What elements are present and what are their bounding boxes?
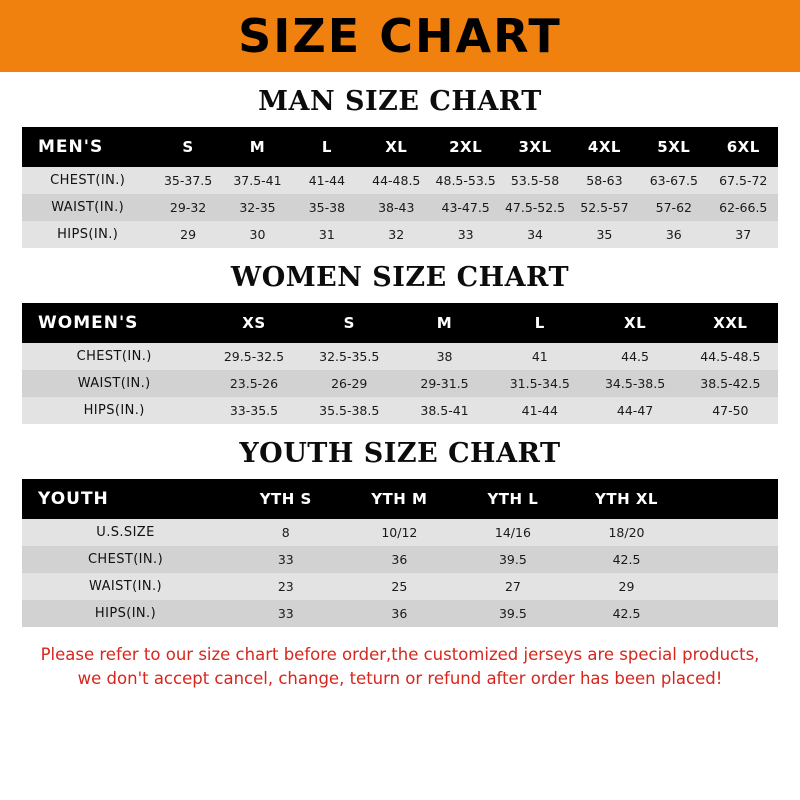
cell-spacer [683, 546, 778, 573]
table-row [22, 370, 778, 397]
table-header-row [22, 479, 778, 519]
cell: 42.5 [570, 600, 684, 627]
row-label-waist: WAIST(IN.) [22, 573, 229, 600]
cell: 53.5-58 [500, 167, 569, 194]
row-label-chest: CHEST(IN.) [22, 343, 206, 370]
cell: 36 [343, 600, 457, 627]
cell: 23.5-26 [206, 370, 301, 397]
col-header-m: M [223, 127, 292, 167]
table-row [22, 600, 778, 627]
col-header-spacer [683, 479, 778, 519]
cell: 44.5-48.5 [683, 343, 778, 370]
cell: 44-47 [587, 397, 682, 424]
cell: 32 [362, 221, 431, 248]
footer-note-line-2: we don't accept cancel, change, teturn or refund after order has been placed! [77, 668, 723, 688]
cell: 36 [639, 221, 708, 248]
cell: 23 [229, 573, 343, 600]
cell: 38.5-41 [397, 397, 492, 424]
table-row [22, 397, 778, 424]
col-header-5xl: 5XL [639, 127, 708, 167]
cell: 32.5-35.5 [302, 343, 397, 370]
cell: 63-67.5 [639, 167, 708, 194]
table-head-women [22, 303, 778, 343]
cell: 38-43 [362, 194, 431, 221]
cell: 38 [397, 343, 492, 370]
col-header-xs: XS [206, 303, 301, 343]
col-header-xxl: XXL [683, 303, 778, 343]
table-row [22, 343, 778, 370]
cell: 33-35.5 [206, 397, 301, 424]
cell: 43-47.5 [431, 194, 500, 221]
cell: 41-44 [492, 397, 587, 424]
row-label-chest: CHEST(IN.) [22, 167, 153, 194]
table-row [22, 194, 778, 221]
cell: 35-37.5 [153, 167, 222, 194]
cell: 29-32 [153, 194, 222, 221]
col-header-s: S [302, 303, 397, 343]
cell: 33 [431, 221, 500, 248]
section-man-size-chart [0, 86, 800, 248]
cell: 29-31.5 [397, 370, 492, 397]
col-header-xl: XL [587, 303, 682, 343]
cell: 44.5 [587, 343, 682, 370]
cell: 25 [343, 573, 457, 600]
section-women-size-chart [0, 262, 800, 424]
col-header-mens: MEN'S [22, 127, 153, 167]
col-header-yth-m: YTH M [343, 479, 457, 519]
table-youth-size [22, 479, 778, 627]
page-title: SIZE CHART [238, 9, 562, 63]
col-header-m: M [397, 303, 492, 343]
table-body-women [22, 343, 778, 424]
cell: 29.5-32.5 [206, 343, 301, 370]
cell: 58-63 [570, 167, 639, 194]
table-row [22, 546, 778, 573]
cell: 35 [570, 221, 639, 248]
cell: 29 [570, 573, 684, 600]
section-youth-size-chart [0, 438, 800, 627]
cell: 18/20 [570, 519, 684, 546]
cell: 10/12 [343, 519, 457, 546]
row-label-hips: HIPS(IN.) [22, 600, 229, 627]
cell-spacer [683, 573, 778, 600]
col-header-l: L [492, 303, 587, 343]
col-header-yth-xl: YTH XL [570, 479, 684, 519]
col-header-yth-s: YTH S [229, 479, 343, 519]
section-title-man: MAN SIZE CHART [258, 86, 542, 117]
cell: 47.5-52.5 [500, 194, 569, 221]
cell: 33 [229, 600, 343, 627]
cell: 33 [229, 546, 343, 573]
table-row [22, 167, 778, 194]
footer-note-line-1: Please refer to our size chart before order,the customized jerseys are special products, [40, 645, 760, 664]
cell: 36 [343, 546, 457, 573]
cell: 29 [153, 221, 222, 248]
cell: 38.5-42.5 [683, 370, 778, 397]
col-header-s: S [153, 127, 222, 167]
cell: 27 [456, 573, 570, 600]
cell: 34 [500, 221, 569, 248]
table-body-man [22, 167, 778, 248]
row-label-us-size: U.S.SIZE [22, 519, 229, 546]
table-row [22, 221, 778, 248]
cell: 37 [709, 221, 778, 248]
cell-spacer [683, 519, 778, 546]
cell: 8 [229, 519, 343, 546]
table-body-youth [22, 519, 778, 627]
cell: 52.5-57 [570, 194, 639, 221]
table-header-row [22, 127, 778, 167]
cell: 41 [492, 343, 587, 370]
cell: 26-29 [302, 370, 397, 397]
table-row [22, 573, 778, 600]
table-women-size [22, 303, 778, 424]
table-head-youth [22, 479, 778, 519]
row-label-waist: WAIST(IN.) [22, 370, 206, 397]
col-header-xl: XL [362, 127, 431, 167]
cell: 67.5-72 [709, 167, 778, 194]
col-header-2xl: 2XL [431, 127, 500, 167]
table-head-man [22, 127, 778, 167]
cell: 39.5 [456, 600, 570, 627]
cell: 32-35 [223, 194, 292, 221]
cell: 37.5-41 [223, 167, 292, 194]
col-header-6xl: 6XL [709, 127, 778, 167]
cell: 31 [292, 221, 361, 248]
section-title-women: WOMEN SIZE CHART [230, 262, 570, 293]
cell: 42.5 [570, 546, 684, 573]
cell: 35.5-38.5 [302, 397, 397, 424]
cell: 47-50 [683, 397, 778, 424]
cell: 62-66.5 [709, 194, 778, 221]
row-label-chest: CHEST(IN.) [22, 546, 229, 573]
cell: 14/16 [456, 519, 570, 546]
cell-spacer [683, 600, 778, 627]
col-header-l: L [292, 127, 361, 167]
cell: 41-44 [292, 167, 361, 194]
col-header-youth: YOUTH [22, 479, 229, 519]
row-label-hips: HIPS(IN.) [22, 221, 153, 248]
col-header-4xl: 4XL [570, 127, 639, 167]
cell: 34.5-38.5 [587, 370, 682, 397]
cell: 31.5-34.5 [492, 370, 587, 397]
row-label-waist: WAIST(IN.) [22, 194, 153, 221]
cell: 44-48.5 [362, 167, 431, 194]
table-header-row [22, 303, 778, 343]
section-title-youth: YOUTH SIZE CHART [239, 438, 561, 469]
cell: 30 [223, 221, 292, 248]
col-header-3xl: 3XL [500, 127, 569, 167]
table-man-size [22, 127, 778, 248]
table-row [22, 519, 778, 546]
cell: 57-62 [639, 194, 708, 221]
col-header-womens: WOMEN'S [22, 303, 206, 343]
cell: 35-38 [292, 194, 361, 221]
header-banner [0, 0, 800, 72]
col-header-yth-l: YTH L [456, 479, 570, 519]
footer-note [0, 643, 800, 691]
cell: 39.5 [456, 546, 570, 573]
cell: 48.5-53.5 [431, 167, 500, 194]
row-label-hips: HIPS(IN.) [22, 397, 206, 424]
